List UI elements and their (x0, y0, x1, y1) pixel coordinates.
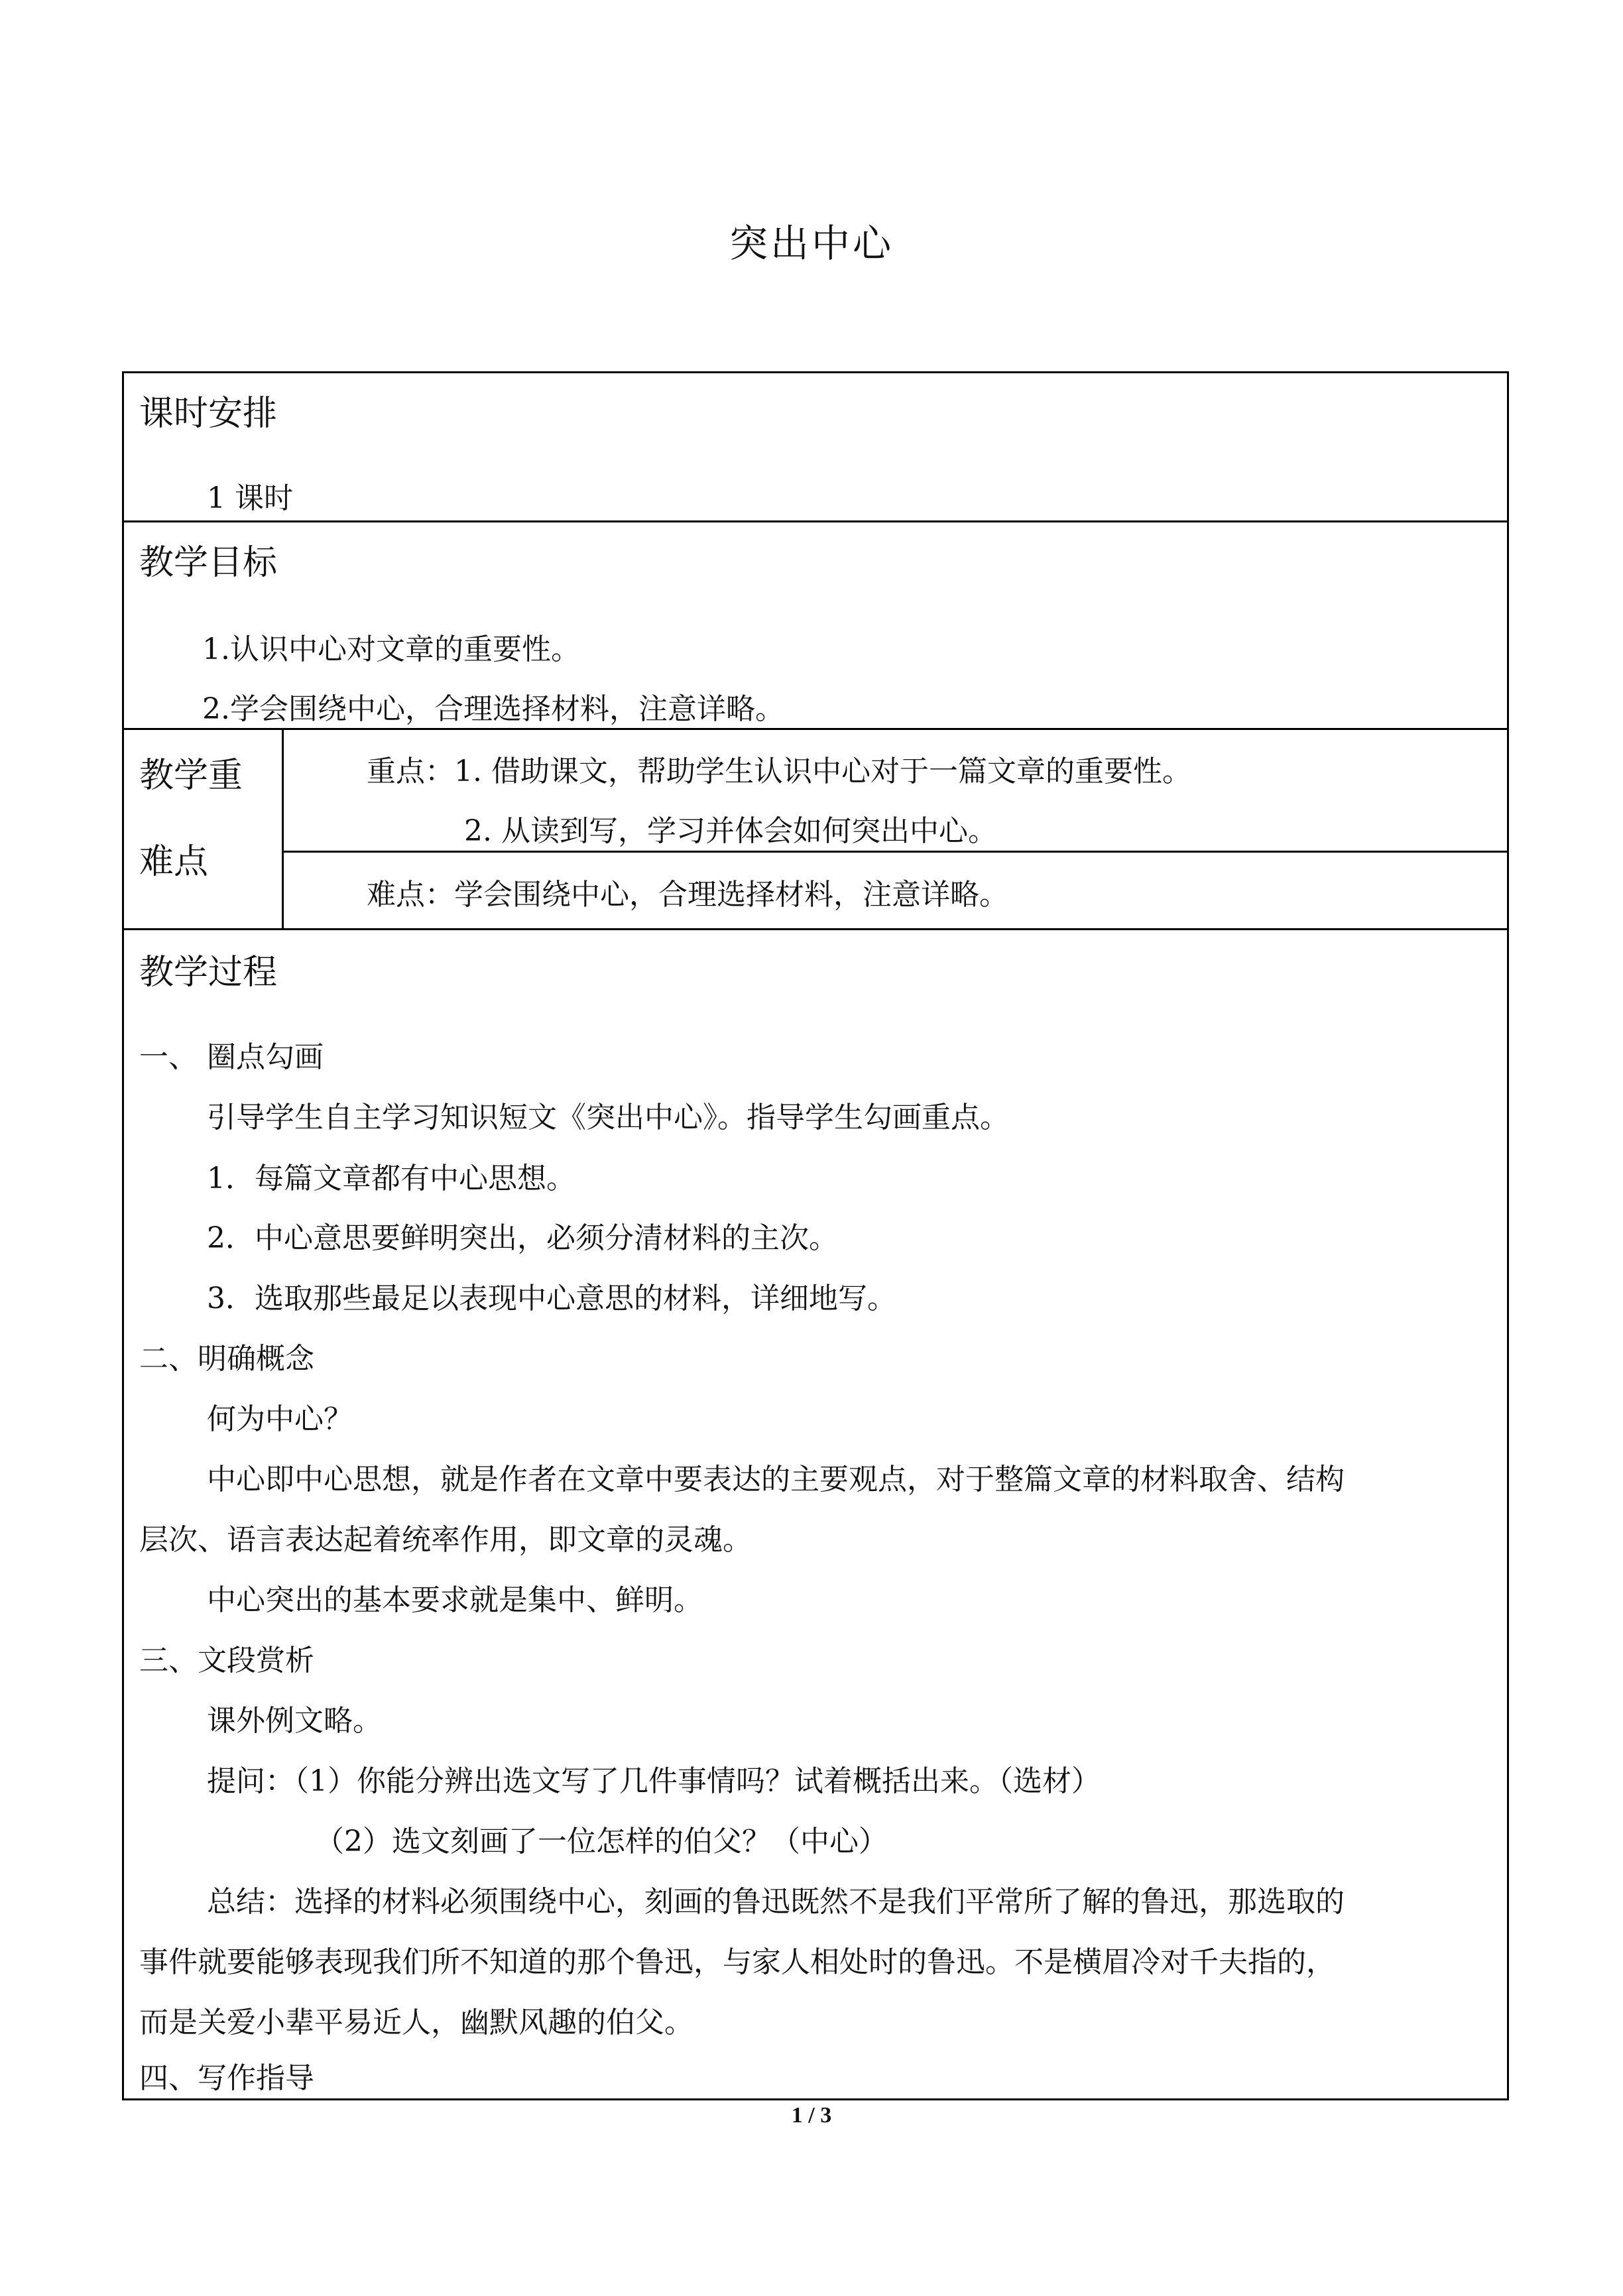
process-line: 总结：选择的材料必须围绕中心，刻画的鲁迅既然不是我们平常所了解的鲁迅，那选取的 (207, 1885, 1345, 1919)
process-line: 提问：（1）你能分辨出选文写了几件事情吗？试着概括出来。（选材） (207, 1764, 1101, 1798)
process-line: 事件就要能够表现我们所不知道的那个鲁迅，与家人相处时的鲁迅。不是横眉冷对千夫指的， (139, 1945, 1335, 1979)
row-divider (122, 520, 1509, 522)
process-line: 2．中心意思要鲜明突出，必须分清材料的主次。 (207, 1221, 838, 1255)
focus-point-2: 2. 从读到写，学习并体会如何突出中心。 (464, 814, 997, 848)
process-heading: 教学过程 (139, 953, 278, 993)
row-divider (122, 928, 1509, 930)
process-line: （2）选文刻画了一位怎样的伯父？（中心） (315, 1825, 888, 1858)
focus-point-1: 重点：1. 借助课文，帮助学生认识中心对于一篇文章的重要性。 (367, 755, 1191, 788)
process-line: 3．选取那些最足以表现中心意思的材料，详细地写。 (207, 1282, 896, 1315)
process-line: 而是关爱小辈平易近人，幽默风趣的伯父。 (139, 2006, 693, 2039)
objective-item: 2.学会围绕中心，合理选择材料，注意详略。 (202, 692, 784, 726)
key-heading-line1: 教学重 (139, 756, 243, 796)
process-line: 何为中心？ (207, 1402, 353, 1436)
schedule-value: 1 课时 (207, 481, 293, 515)
process-line: 中心突出的基本要求就是集中、鲜明。 (207, 1583, 703, 1617)
row-divider (122, 728, 1509, 730)
process-line: 层次、语言表达起着统率作用，即文章的灵魂。 (139, 1523, 752, 1557)
process-line: 1．每篇文章都有中心思想。 (207, 1162, 575, 1195)
difficulty-point: 难点：学会围绕中心，合理选择材料，注意详略。 (367, 878, 1008, 912)
page-number: 1 / 3 (791, 2103, 832, 2128)
objective-item: 1.认识中心对文章的重要性。 (202, 633, 580, 666)
schedule-heading: 课时安排 (139, 394, 278, 434)
section-heading: 四、写作指导 (139, 2061, 314, 2095)
cell-divider (282, 851, 1509, 853)
process-line: 引导学生自主学习知识短文《突出中心》。指导学生勾画重点。 (207, 1101, 1009, 1134)
key-heading-line2: 难点 (139, 842, 209, 882)
document-title: 突出中心 (729, 221, 894, 266)
section-heading: 一、 圈点勾画 (139, 1040, 324, 1074)
section-heading: 三、文段赏析 (139, 1644, 314, 1677)
section-heading: 二、明确概念 (139, 1342, 314, 1376)
objectives-heading: 教学目标 (139, 543, 278, 583)
process-line: 中心即中心思想，就是作者在文章中要表达的主要观点，对于整篇文章的材料取舍、结构 (207, 1463, 1345, 1496)
column-divider (282, 728, 284, 930)
process-line: 课外例文略。 (207, 1704, 382, 1738)
